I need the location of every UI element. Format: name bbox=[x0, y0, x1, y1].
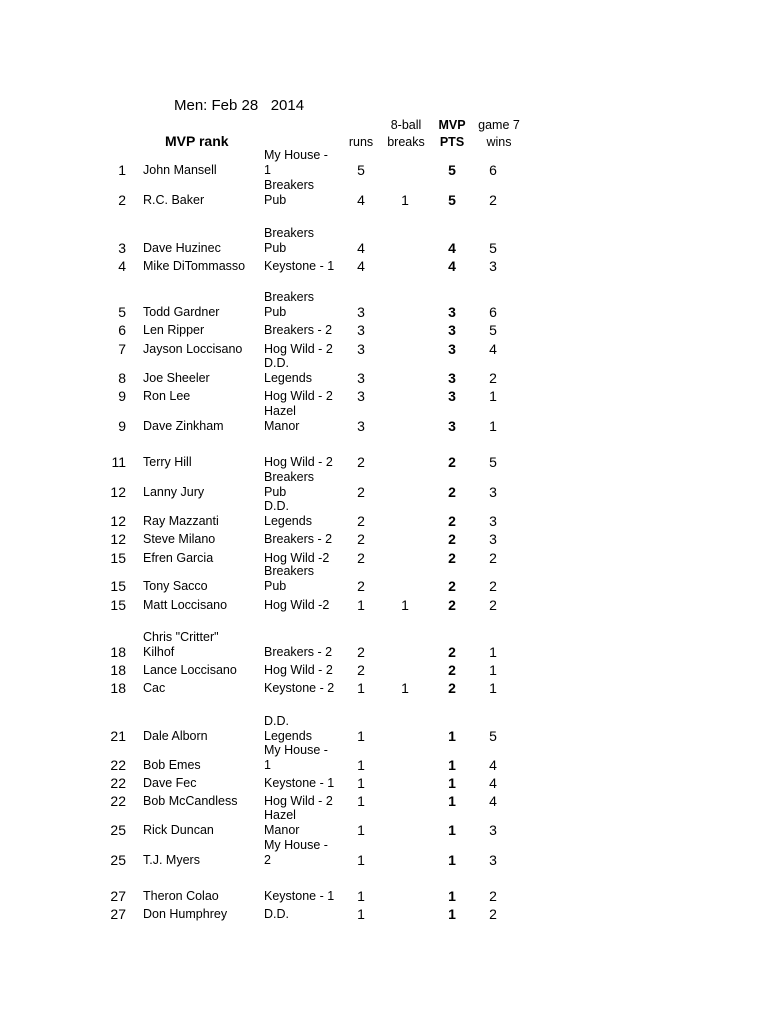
cell-g7: 1 bbox=[489, 388, 497, 404]
table-row bbox=[0, 148, 768, 178]
cell-name: Rick Duncan bbox=[143, 823, 214, 837]
cell-name: Lanny Jury bbox=[143, 485, 205, 499]
cell-mvp: 2 bbox=[448, 531, 456, 547]
cell-team: My House - 1 bbox=[264, 743, 328, 772]
cell-rank: 25 bbox=[110, 822, 126, 838]
cell-g7: 2 bbox=[489, 906, 497, 922]
cell-mvp: 2 bbox=[448, 454, 456, 470]
cell-runs: 1 bbox=[357, 757, 365, 773]
mvp-rank-header: MVP rank bbox=[165, 133, 229, 149]
cell-mvp: 2 bbox=[448, 484, 456, 500]
cell-g7: 6 bbox=[489, 162, 497, 178]
cell-runs: 2 bbox=[357, 531, 365, 547]
cell-runs: 2 bbox=[357, 513, 365, 529]
cell-name: Mike DiTommasso bbox=[143, 259, 246, 273]
cell-team: My House - 1 bbox=[264, 148, 328, 177]
cell-runs: 1 bbox=[357, 906, 365, 922]
cell-name: R.C. Baker bbox=[143, 193, 205, 207]
cell-g7: 5 bbox=[489, 240, 497, 256]
cell-name: Ron Lee bbox=[143, 389, 191, 403]
table-row bbox=[0, 178, 768, 208]
cell-mvp: 3 bbox=[448, 370, 456, 386]
cell-rank: 8 bbox=[118, 370, 126, 386]
cell-mvp: 3 bbox=[448, 341, 456, 357]
cell-rank: 7 bbox=[118, 341, 126, 357]
cell-name: Tony Sacco bbox=[143, 579, 208, 593]
cell-runs: 4 bbox=[357, 258, 365, 274]
cell-team: Breakers - 2 bbox=[264, 532, 333, 546]
cell-mvp: 1 bbox=[448, 793, 456, 809]
cell-name: Dave Zinkham bbox=[143, 419, 224, 433]
cell-team: Breakers Pub bbox=[264, 226, 315, 255]
cell-mvp: 4 bbox=[448, 258, 456, 274]
cell-g7: 3 bbox=[489, 822, 497, 838]
cell-name: Chris "Critter" Kilhof bbox=[143, 630, 219, 659]
cell-rank: 12 bbox=[110, 484, 126, 500]
table-row bbox=[0, 470, 768, 500]
cell-g7: 5 bbox=[489, 322, 497, 338]
cell-team: Hog Wild - 2 bbox=[264, 342, 333, 356]
cell-rank: 15 bbox=[110, 550, 126, 566]
cell-mvp: 1 bbox=[448, 775, 456, 791]
table-row bbox=[0, 666, 768, 696]
cell-runs: 4 bbox=[357, 240, 365, 256]
cell-name: Efren Garcia bbox=[143, 551, 214, 565]
cell-mvp: 2 bbox=[448, 550, 456, 566]
cell-name: Todd Gardner bbox=[143, 305, 220, 319]
cell-mvp: 3 bbox=[448, 388, 456, 404]
cell-name: Dale Alborn bbox=[143, 729, 208, 743]
cell-mvp: 2 bbox=[448, 680, 456, 696]
cell-mvp: 1 bbox=[448, 906, 456, 922]
cell-team: Hazel Manor bbox=[264, 808, 300, 837]
cell-mvp: 3 bbox=[448, 322, 456, 338]
cell-rank: 22 bbox=[110, 793, 126, 809]
cell-rank: 18 bbox=[110, 644, 126, 660]
cell-runs: 1 bbox=[357, 775, 365, 791]
cell-team: D.D. Legends bbox=[264, 714, 312, 743]
cell-runs: 3 bbox=[357, 370, 365, 386]
cell-runs: 2 bbox=[357, 662, 365, 678]
g7-header-line2: wins bbox=[486, 135, 512, 149]
cell-runs: 5 bbox=[357, 162, 365, 178]
cell-rank: 25 bbox=[110, 852, 126, 868]
cell-team: Hog Wild - 2 bbox=[264, 794, 333, 808]
cell-rank: 27 bbox=[110, 888, 126, 904]
cell-team: D.D. Legends bbox=[264, 356, 312, 385]
cell-rank: 15 bbox=[110, 578, 126, 594]
cell-mvp: 3 bbox=[448, 304, 456, 320]
cell-rank: 27 bbox=[110, 906, 126, 922]
cell-breaks: 1 bbox=[401, 680, 409, 696]
cell-runs: 1 bbox=[357, 597, 365, 613]
cell-runs: 1 bbox=[357, 728, 365, 744]
cell-g7: 3 bbox=[489, 531, 497, 547]
table-row bbox=[0, 536, 768, 566]
cell-rank: 18 bbox=[110, 662, 126, 678]
cell-team: Breakers Pub bbox=[264, 470, 315, 499]
cell-rank: 1 bbox=[118, 162, 126, 178]
cell-g7: 2 bbox=[489, 578, 497, 594]
cell-mvp: 5 bbox=[448, 162, 456, 178]
cell-team: Breakers Pub bbox=[264, 178, 315, 207]
cell-team: Hog Wild - 2 bbox=[264, 455, 333, 469]
table-row bbox=[0, 404, 768, 434]
mvp-pts-header bbox=[434, 117, 470, 151]
cell-breaks: 1 bbox=[401, 192, 409, 208]
table-row bbox=[0, 838, 768, 868]
cell-g7: 4 bbox=[489, 341, 497, 357]
cell-g7: 2 bbox=[489, 192, 497, 208]
cell-team: D.D. bbox=[264, 907, 289, 921]
cell-team: Keystone - 2 bbox=[264, 681, 335, 695]
cell-g7: 1 bbox=[489, 418, 497, 434]
cell-rank: 5 bbox=[118, 304, 126, 320]
table-row bbox=[0, 374, 768, 404]
cell-rank: 2 bbox=[118, 192, 126, 208]
cell-g7: 3 bbox=[489, 513, 497, 529]
cell-team: Hog Wild -2 bbox=[264, 551, 330, 565]
cell-team: Hog Wild - 2 bbox=[264, 663, 333, 677]
cell-runs: 1 bbox=[357, 822, 365, 838]
table-row bbox=[0, 583, 768, 613]
cell-team: Breakers - 2 bbox=[264, 645, 333, 659]
cell-rank: 3 bbox=[118, 240, 126, 256]
cell-name: Lance Loccisano bbox=[143, 663, 237, 677]
cell-rank: 22 bbox=[110, 775, 126, 791]
cell-name: Jayson Loccisano bbox=[143, 342, 243, 356]
cell-runs: 3 bbox=[357, 304, 365, 320]
cell-mvp: 2 bbox=[448, 662, 456, 678]
cell-g7: 4 bbox=[489, 793, 497, 809]
breaks-header-line2: breaks bbox=[387, 135, 425, 149]
cell-mvp: 1 bbox=[448, 728, 456, 744]
cell-rank: 22 bbox=[110, 757, 126, 773]
cell-mvp: 4 bbox=[448, 240, 456, 256]
cell-mvp: 3 bbox=[448, 418, 456, 434]
cell-team: Hazel Manor bbox=[264, 404, 300, 433]
cell-name: Terry Hill bbox=[143, 455, 192, 469]
cell-g7: 1 bbox=[489, 680, 497, 696]
cell-g7: 1 bbox=[489, 662, 497, 678]
cell-mvp: 1 bbox=[448, 888, 456, 904]
cell-name: Bob McCandless bbox=[143, 794, 238, 808]
cell-g7: 3 bbox=[489, 258, 497, 274]
cell-team: Keystone - 1 bbox=[264, 259, 335, 273]
cell-runs: 1 bbox=[357, 852, 365, 868]
cell-g7: 4 bbox=[489, 757, 497, 773]
cell-g7: 2 bbox=[489, 888, 497, 904]
cell-mvp: 2 bbox=[448, 644, 456, 660]
cell-g7: 2 bbox=[489, 597, 497, 613]
cell-runs: 2 bbox=[357, 550, 365, 566]
cell-runs: 3 bbox=[357, 388, 365, 404]
cell-rank: 6 bbox=[118, 322, 126, 338]
cell-g7: 2 bbox=[489, 370, 497, 386]
cell-rank: 15 bbox=[110, 597, 126, 613]
cell-runs: 1 bbox=[357, 680, 365, 696]
cell-g7: 1 bbox=[489, 644, 497, 660]
cell-runs: 2 bbox=[357, 644, 365, 660]
cell-runs: 1 bbox=[357, 793, 365, 809]
cell-g7: 5 bbox=[489, 454, 497, 470]
table-row bbox=[0, 244, 768, 274]
cell-team: Breakers Pub bbox=[264, 290, 315, 319]
cell-runs: 3 bbox=[357, 341, 365, 357]
cell-name: Dave Fec bbox=[143, 776, 197, 790]
cell-name: Cac bbox=[143, 681, 166, 695]
cell-name: Len Ripper bbox=[143, 323, 205, 337]
cell-team: Keystone - 1 bbox=[264, 889, 335, 903]
page-title: Men: Feb 28 2014 bbox=[174, 97, 305, 114]
cell-runs: 1 bbox=[357, 888, 365, 904]
cell-team: Keystone - 1 bbox=[264, 776, 335, 790]
game7-header bbox=[473, 117, 525, 151]
table-row bbox=[0, 779, 768, 809]
cell-team: Breakers - 2 bbox=[264, 323, 333, 337]
cell-team: D.D. Legends bbox=[264, 499, 312, 528]
breaks-header-line1: 8-ball bbox=[390, 118, 422, 132]
cell-mvp: 1 bbox=[448, 757, 456, 773]
cell-mvp: 2 bbox=[448, 597, 456, 613]
cell-team: My House - 2 bbox=[264, 838, 328, 867]
mvp-header-line1: MVP bbox=[438, 118, 466, 132]
runs-header: runs bbox=[348, 135, 374, 149]
cell-name: Theron Colao bbox=[143, 889, 219, 903]
cell-name: Dave Huzinec bbox=[143, 241, 221, 255]
table-row bbox=[0, 327, 768, 357]
cell-rank: 21 bbox=[110, 728, 126, 744]
cell-rank: 12 bbox=[110, 513, 126, 529]
cell-mvp: 5 bbox=[448, 192, 456, 208]
cell-g7: 3 bbox=[489, 484, 497, 500]
cell-team: Hog Wild - 2 bbox=[264, 389, 333, 403]
cell-mvp: 2 bbox=[448, 513, 456, 529]
cell-runs: 4 bbox=[357, 192, 365, 208]
mvp-header-line2: PTS bbox=[439, 135, 465, 149]
cell-g7: 5 bbox=[489, 728, 497, 744]
cell-mvp: 2 bbox=[448, 578, 456, 594]
breaks-header bbox=[383, 117, 429, 151]
cell-name: John Mansell bbox=[143, 163, 217, 177]
cell-team: Hog Wild -2 bbox=[264, 598, 330, 612]
cell-rank: 9 bbox=[118, 418, 126, 434]
cell-runs: 3 bbox=[357, 418, 365, 434]
cell-team: Breakers Pub bbox=[264, 564, 315, 593]
cell-rank: 9 bbox=[118, 388, 126, 404]
cell-g7: 3 bbox=[489, 852, 497, 868]
cell-rank: 11 bbox=[111, 454, 126, 470]
cell-name: Joe Sheeler bbox=[143, 371, 210, 385]
g7-header-line1: game 7 bbox=[478, 118, 520, 132]
cell-g7: 6 bbox=[489, 304, 497, 320]
cell-rank: 4 bbox=[118, 258, 126, 274]
cell-name: Don Humphrey bbox=[143, 907, 228, 921]
cell-breaks: 1 bbox=[401, 597, 409, 613]
table-row bbox=[0, 808, 768, 838]
cell-runs: 2 bbox=[357, 484, 365, 500]
cell-runs: 3 bbox=[357, 322, 365, 338]
table-row bbox=[0, 892, 768, 922]
cell-name: Bob Emes bbox=[143, 758, 201, 772]
cell-mvp: 1 bbox=[448, 852, 456, 868]
cell-rank: 18 bbox=[110, 680, 126, 696]
cell-g7: 4 bbox=[489, 775, 497, 791]
cell-name: T.J. Myers bbox=[143, 853, 200, 867]
cell-runs: 2 bbox=[357, 454, 365, 470]
cell-rank: 12 bbox=[110, 531, 126, 547]
table-row bbox=[0, 714, 768, 744]
cell-mvp: 1 bbox=[448, 822, 456, 838]
cell-name: Ray Mazzanti bbox=[143, 514, 219, 528]
table-row bbox=[0, 440, 768, 470]
cell-name: Steve Milano bbox=[143, 532, 216, 546]
cell-name: Matt Loccisano bbox=[143, 598, 228, 612]
cell-g7: 2 bbox=[489, 550, 497, 566]
cell-runs: 2 bbox=[357, 578, 365, 594]
